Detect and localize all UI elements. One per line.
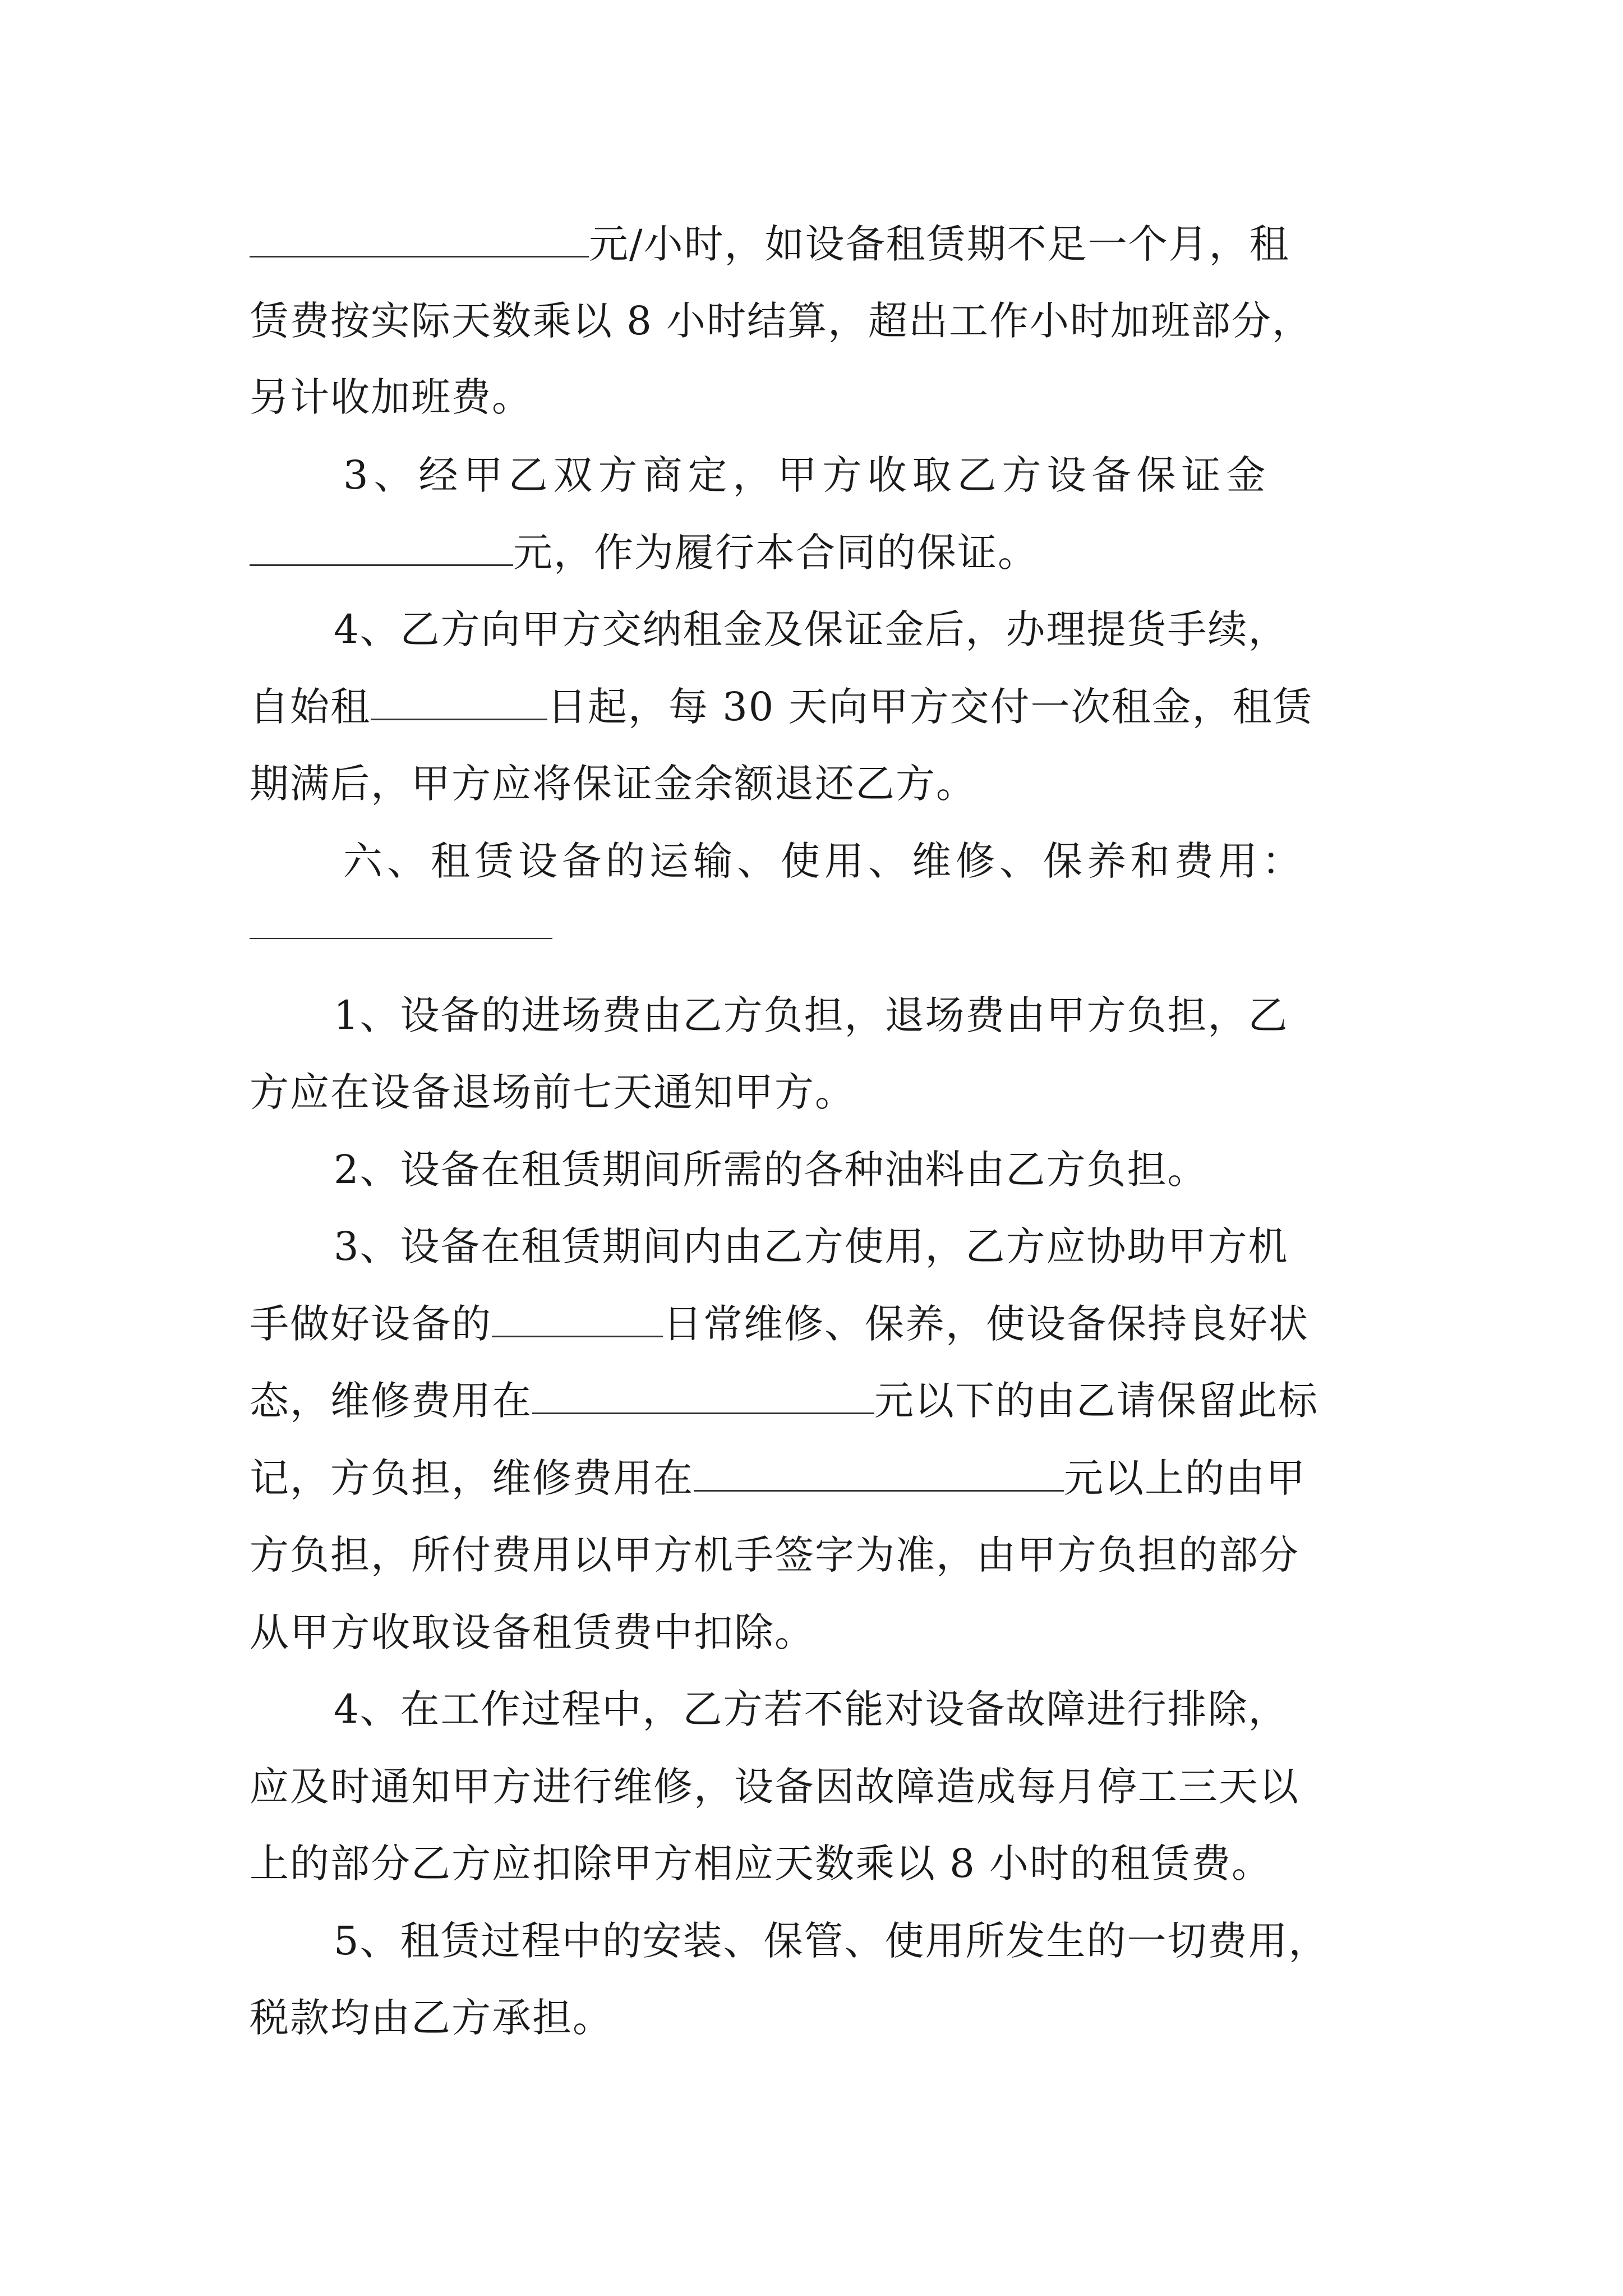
line-text: 赁费按实际天数乘以 8 小时结算，超出工作小时加班部分， bbox=[250, 298, 1313, 344]
line-text: 1、设备的进场费由乙方负担，退场费由甲方负担，乙 bbox=[334, 992, 1289, 1038]
line-text: 上的部分乙方应扣除甲方相应天数乘以 8 小时的租赁费。 bbox=[250, 1841, 1272, 1887]
line-text: 自始租 bbox=[250, 684, 371, 730]
fill-in-blank bbox=[250, 530, 513, 566]
line-text: 日起，每 30 天向甲方交付一次租金，租赁 bbox=[547, 684, 1313, 730]
line-text: 元/小时，如设备租赁期不足一个月，租 bbox=[589, 221, 1290, 267]
paragraph-line bbox=[250, 1604, 1399, 1660]
fill-in-blank bbox=[492, 1301, 663, 1337]
paragraph-line bbox=[250, 1296, 1399, 1352]
line-text: 方应在设备退场前七天通知甲方。 bbox=[250, 1069, 855, 1115]
line-text: 5、租赁过程中的安装、保管、使用所发生的一切费用， bbox=[334, 1918, 1329, 1964]
paragraph-line bbox=[334, 1681, 1483, 1737]
paragraph-line bbox=[343, 447, 1493, 503]
line-text: 税款均由乙方承担。 bbox=[250, 1995, 613, 2041]
paragraph-line bbox=[250, 1527, 1399, 1583]
line-text: 3、经甲乙双方商定，甲方收取乙方设备保证金 bbox=[343, 452, 1271, 498]
paragraph-line bbox=[334, 1218, 1483, 1274]
fill-in-blank bbox=[694, 1455, 1064, 1492]
paragraph-line bbox=[250, 1990, 1399, 2046]
section-heading bbox=[343, 833, 1493, 889]
fill-in-blank bbox=[250, 921, 552, 939]
line-text: 态，维修费用在 bbox=[250, 1378, 532, 1424]
line-text: 3、设备在租赁期间内由乙方使用，乙方应协助甲方机 bbox=[334, 1223, 1289, 1269]
paragraph-line bbox=[250, 679, 1399, 735]
line-text: 日常维修、保养，使设备保持良好状 bbox=[663, 1301, 1309, 1347]
paragraph-line bbox=[250, 293, 1399, 349]
line-text: 元以下的由乙请保留此标 bbox=[874, 1378, 1318, 1424]
line-text: 六、租赁设备的运输、使用、维修、保养和费用： bbox=[343, 838, 1306, 884]
paragraph-line bbox=[250, 1759, 1399, 1815]
paragraph-line bbox=[250, 369, 1399, 425]
line-text: 记，方负担，维修费用在 bbox=[250, 1455, 694, 1501]
line-text: 4、在工作过程中，乙方若不能对设备故障进行排除， bbox=[334, 1686, 1289, 1732]
line-text: 应及时通知甲方进行维修，设备因故障造成每月停工三天以 bbox=[250, 1764, 1299, 1810]
fill-in-blank bbox=[532, 1378, 874, 1414]
paragraph-line bbox=[250, 898, 1399, 954]
line-text: 从甲方收取设备租赁费中扣除。 bbox=[250, 1609, 815, 1655]
paragraph-line bbox=[250, 524, 1399, 581]
line-text: 元以上的由甲 bbox=[1064, 1455, 1306, 1501]
paragraph-line bbox=[250, 756, 1399, 812]
fill-in-blank bbox=[371, 684, 547, 720]
paragraph-line bbox=[250, 216, 1399, 272]
paragraph-line bbox=[250, 1373, 1399, 1429]
line-text: 手做好设备的 bbox=[250, 1301, 492, 1347]
line-text: 期满后，甲方应将保证金余额退还乙方。 bbox=[250, 761, 976, 807]
line-text: 2、设备在租赁期间所需的各种油料由乙方负担。 bbox=[334, 1147, 1208, 1193]
paragraph-line bbox=[334, 1142, 1483, 1198]
line-text: 另计收加班费。 bbox=[250, 374, 532, 420]
line-text: 元，作为履行本合同的保证。 bbox=[513, 530, 1038, 576]
paragraph-line bbox=[334, 601, 1483, 657]
paragraph-line bbox=[250, 1835, 1399, 1892]
paragraph-line bbox=[334, 1913, 1483, 1969]
line-text: 4、乙方向甲方交纳租金及保证金后，办理提货手续， bbox=[334, 606, 1289, 652]
line-text: 方负担，所付费用以甲方机手签字为准，由甲方负担的部分 bbox=[250, 1532, 1299, 1578]
paragraph-line bbox=[250, 1064, 1399, 1120]
paragraph-line bbox=[250, 1450, 1399, 1506]
fill-in-blank bbox=[250, 221, 589, 257]
paragraph-line bbox=[334, 987, 1483, 1043]
